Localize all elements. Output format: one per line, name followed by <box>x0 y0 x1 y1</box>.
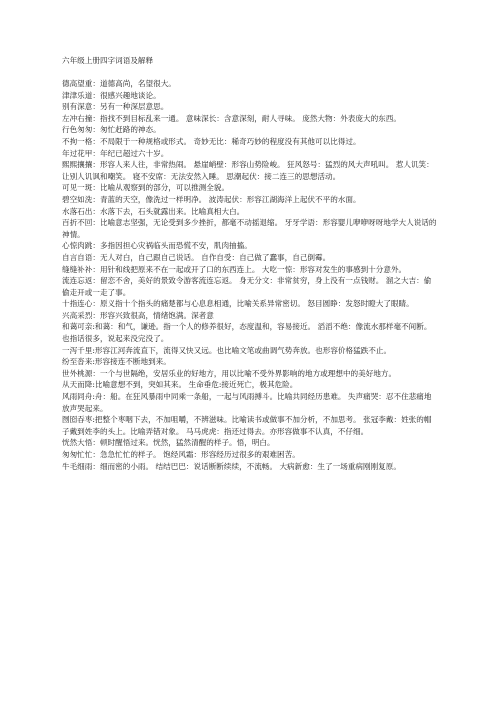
entry-item: 行色匆匆：匆忙赶路的神态。 <box>62 125 161 135</box>
entry-item: 德高望重：道德高尚，名望很大。 <box>62 79 176 88</box>
entry-item: 世外桃源：一个与世隔绝，安居乐业的好地方，用以比喻不受外界影响的地方或理想中的美好地方。 <box>62 368 397 378</box>
entry-item: 纷至沓来:形容接连不断地到来。 <box>62 357 171 367</box>
entry-item: 可见一斑：比喻从观察到的部分，可以推测全貌。 <box>62 183 230 193</box>
entry-item: 囫囵吞枣:把整个枣咽下去，不加咀嚼，不辨滋味。比喻读书或做事不加分析，不加思考。 张冠李戴：姓张的帽子戴到姓李的头上。比喻弄错对象。 马马虎虎：指还过得去。亦形容做事不认真，不仔细。 <box>62 415 432 436</box>
entry-item: 十指连心：原义指十个指头的痛楚都与心息息相通，比喻关系异常密切。 怒目圆睁：发怒时瞪大了眼睛。 <box>62 299 414 309</box>
entry-item: 兴高采烈：形容兴致很高，情绪饱满。深者意 <box>62 310 214 320</box>
entry-item: 别有深意：另有一种深层意思。 <box>62 102 169 112</box>
entry-item: 心惊肉跳：多指因担心灾祸临头而恐慌不安，肌肉抽搐。 <box>62 241 252 251</box>
entry-item: 一泻千里:形容江河奔流直下，流得又快又远。也比喻文笔或曲调气势奔放。也形容价格猛跌不止。 <box>62 345 392 355</box>
entry-item: 水落石出：水落下去，石头就露出来。比喻真相大白。 <box>62 206 245 216</box>
document-page <box>62 56 438 472</box>
entry-item: 和蔼可亲:和蔼：和气，谦逊。指一个人的修养很好，态度温和，容易接近。 滔滔不绝：像流水那样毫不间断。也指话很多，说起来没完没了。 <box>62 322 432 344</box>
entry-item: 匆匆忙忙：急急忙忙的样子。 饱经风霜：形容经历过很多的艰难困苦。 <box>62 450 300 459</box>
entry-item: 风雨同舟:舟：船。在狂风暴雨中同乘一条船，一起与风雨搏斗。比喻共同经历患难。 失声痛哭：忍不住悲痛地放声哭起来。 <box>62 392 432 413</box>
entry-item: 碧空如洗：青蓝的天空，像洗过一样明净。 波涛起伏：形容江湖海洋上起伏不平的水面。 <box>62 194 361 204</box>
entry-item: 恍然大悟：顿时醒悟过来。恍然，猛然清醒的样子。悟，明白。 <box>62 438 275 448</box>
entry-item: 左冲右撞：指找不到目标乱来一通。 意味深长：含意深刻，耐人寻味。 庞然大物：外表庞大的东西。 <box>62 113 401 123</box>
entry-item: 流连忘返：留恋不舍，美好的景致令游客流连忘返。 身无分文：非常贫穷，身上没有一点钱财。 溜之大吉：偷偷走开或一走了事。 <box>62 276 432 297</box>
entry-item: 不拘一格：不局限于一种规格或形式。 奇妙无比：稀奇巧妙的程度没有其他可以比得过。 <box>62 136 361 146</box>
entry-item: 津津乐道：很感兴趣地谈论。 <box>62 90 161 100</box>
entry-item: 从天而降:比喻意想不到，突如其来。 生命垂危:接近死亡，极其危险。 <box>62 380 298 390</box>
document-title: 六年级上册四字词语及解释 <box>62 56 154 65</box>
entry-item: 熙熙攘攘：形容人来人往，非常热闹。 悬崖峭壁：形容山势险峻。 狂风怒号：猛烈的风大声吼叫。 惹人讥笑：让别人讥讽和嘲笑。 寝不安席：无法安然入睡。 思潮起伏：接二连三的思想活动。 <box>62 160 434 181</box>
entry-item: 牛毛细雨：细而密的小雨。 结结巴巴：说话断断续续，不流畅。 大病新愈：生了一场重病刚刚复原。 <box>62 461 401 471</box>
entry-item: 年过花甲：年纪已超过六十岁。 <box>62 148 169 158</box>
entry-item: 百折不回：比喻意志坚强，无论受到多少挫折，都毫不动摇退缩。 牙牙学语：形容婴儿咿咿呀呀地学大人说话的神情。 <box>62 218 437 239</box>
entry-item: 缝缝补补：用针和线把原来不在一起或开了口的东西连上。 大吃一惊：形容对发生的事感到十分意外。 <box>62 264 407 274</box>
entry-item: 自言自语：无人对白，自己跟自己说话。 自作自受：自己做了蠢事，自己倒霉。 <box>62 252 331 262</box>
entry-list <box>62 78 438 472</box>
